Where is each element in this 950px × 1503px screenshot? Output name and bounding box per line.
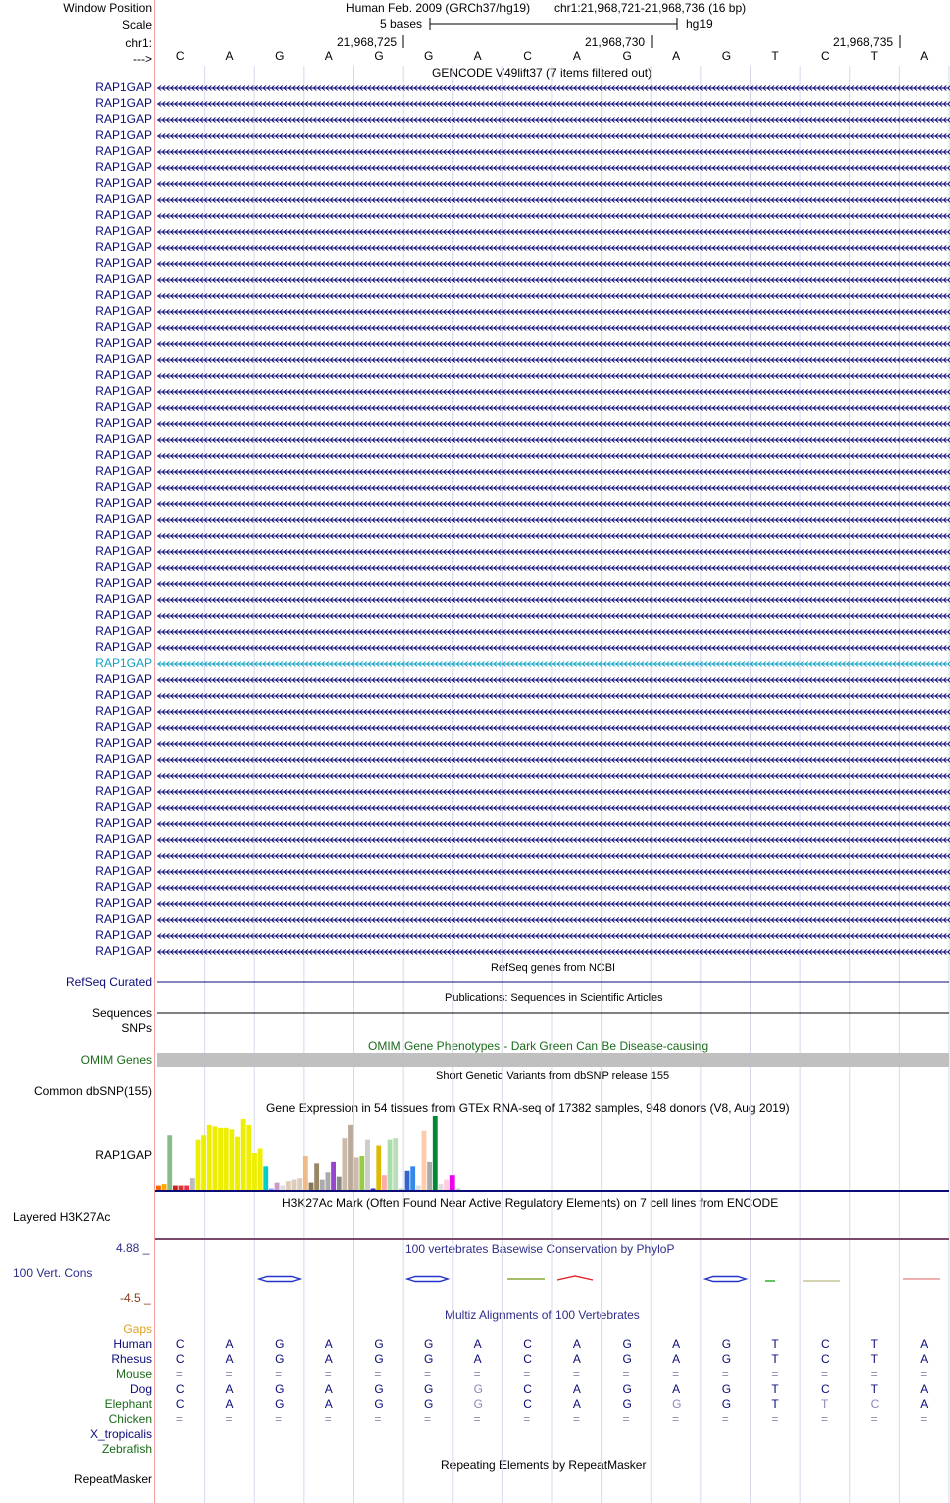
window-position-label: Window Position	[63, 1, 152, 15]
alignment-base: A	[324, 1352, 333, 1366]
omim-band	[157, 1053, 949, 1067]
gtex-bar	[359, 1156, 364, 1190]
alignment-base: T	[870, 1382, 878, 1396]
gtex-bar	[229, 1129, 234, 1190]
alignment-base: G	[374, 1382, 384, 1396]
alignment-base: =	[225, 1412, 233, 1426]
alignment-base: A	[572, 1337, 581, 1351]
repeatmasker-title: Repeating Elements by RepeatMasker	[441, 1458, 647, 1472]
alignment-base: A	[920, 1397, 929, 1411]
alignment-base: G	[275, 1337, 285, 1351]
base-letter: A	[572, 49, 581, 63]
gtex-bar	[252, 1153, 257, 1190]
alignment-base: C	[523, 1337, 532, 1351]
gtex-bar	[450, 1175, 455, 1190]
alignment-base: T	[771, 1397, 779, 1411]
alignment-base: G	[622, 1337, 632, 1351]
alignment-base: G	[423, 1352, 434, 1366]
gene-label[interactable]: RAP1GAP	[95, 192, 152, 206]
gtex-bar	[167, 1135, 172, 1190]
phylop-glyph	[407, 1277, 448, 1282]
alignment-base: =	[324, 1367, 332, 1381]
gene-label[interactable]: RAP1GAP	[95, 784, 152, 798]
gene-label[interactable]: RAP1GAP	[95, 480, 152, 494]
gtex-label[interactable]: RAP1GAP	[95, 1148, 152, 1162]
dbsnp-label[interactable]: Common dbSNP(155)	[33, 1084, 152, 1098]
gene-label[interactable]: RAP1GAP	[95, 240, 152, 254]
gtex-bar	[303, 1156, 308, 1190]
alignment-base: T	[771, 1337, 779, 1351]
alignment-base: A	[225, 1352, 234, 1366]
alignment-base: C	[523, 1397, 532, 1411]
gene-label[interactable]: RAP1GAP	[95, 384, 152, 398]
gene-label[interactable]: RAP1GAP	[95, 672, 152, 686]
phylop-title: 100 vertebrates Basewise Conservation by PhyloP	[405, 1242, 675, 1256]
gtex-bar	[207, 1125, 212, 1190]
gtex-bar	[388, 1140, 393, 1190]
gtex-title: Gene Expression in 54 tissues from GTEx RNA-seq of 17382 samples, 948 donors (V8, Aug 2019)	[266, 1101, 790, 1115]
alignment-base: =	[721, 1412, 729, 1426]
alignment-base: A	[324, 1337, 333, 1351]
alignment-base: A	[672, 1382, 681, 1396]
gtex-bar	[416, 1186, 421, 1190]
alignment-base: G	[473, 1382, 483, 1396]
alignment-base: C	[175, 1397, 185, 1411]
gtex-bar	[269, 1189, 274, 1190]
base-letter: T	[870, 49, 878, 63]
alignment-base: C	[175, 1382, 185, 1396]
alignment-base: =	[672, 1367, 680, 1381]
alignment-base: =	[672, 1412, 680, 1426]
alignment-base: =	[820, 1367, 828, 1381]
species-label[interactable]: Chicken	[108, 1412, 152, 1426]
alignment-base: =	[423, 1367, 431, 1381]
alignment-base: C	[523, 1352, 532, 1366]
gene-label[interactable]: RAP1GAP	[95, 304, 152, 318]
gtex-bar	[179, 1186, 184, 1190]
gene-label[interactable]: RAP1GAP	[95, 448, 152, 462]
scale-label: Scale	[121, 18, 152, 32]
phylop-label[interactable]: 100 Vert. Cons	[13, 1266, 93, 1280]
base-letter: A	[324, 49, 333, 63]
alignment-base: A	[473, 1337, 482, 1351]
gene-label[interactable]: RAP1GAP	[95, 128, 152, 142]
gtex-bar	[241, 1119, 246, 1190]
alignment-base: =	[771, 1367, 779, 1381]
strand-label: --->	[133, 52, 152, 66]
alignment-base: =	[473, 1412, 481, 1426]
alignment-base: C	[175, 1337, 185, 1351]
gene-label[interactable]: RAP1GAP	[95, 176, 152, 190]
gtex-bar	[280, 1186, 285, 1190]
gtex-bar	[246, 1125, 251, 1190]
alignment-base: A	[225, 1382, 234, 1396]
gtex-bar	[371, 1189, 376, 1190]
gtex-bar	[410, 1166, 415, 1190]
gtex-bar	[422, 1131, 427, 1190]
gtex-bar	[263, 1166, 268, 1190]
gtex-bar	[331, 1162, 336, 1190]
alignment-base: G	[275, 1382, 285, 1396]
gene-label[interactable]: RAP1GAP	[95, 224, 152, 238]
gtex-bar	[196, 1140, 201, 1190]
alignment-base: G	[423, 1397, 434, 1411]
gene-label[interactable]: RAP1GAP	[95, 368, 152, 382]
base-letter: C	[820, 49, 830, 63]
tick-label-2: 21,968,730	[585, 35, 646, 49]
gtex-bar	[320, 1180, 325, 1190]
alignment-base: =	[275, 1367, 283, 1381]
gtex-bar	[427, 1162, 432, 1190]
alignment-base: G	[423, 1382, 434, 1396]
gtex-bar	[286, 1181, 291, 1190]
gtex-bar	[337, 1177, 342, 1190]
gene-label[interactable]: RAP1GAP	[95, 560, 152, 574]
chrom-label: chr1:	[125, 36, 152, 50]
base-letter: C	[175, 49, 185, 63]
refseq-title: RefSeq genes from NCBI	[491, 962, 616, 974]
alignment-base: =	[622, 1367, 630, 1381]
gene-label[interactable]: RAP1GAP	[95, 400, 152, 414]
alignment-base: A	[572, 1382, 581, 1396]
alignment-base: A	[572, 1352, 581, 1366]
alignment-base: C	[820, 1382, 830, 1396]
gene-label[interactable]: RAP1GAP	[95, 96, 152, 110]
base-letter: A	[672, 49, 681, 63]
gene-label[interactable]: RAP1GAP	[95, 704, 152, 718]
pubs-title: Publications: Sequences in Scientific Articles	[445, 992, 663, 1004]
alignment-base: =	[870, 1367, 878, 1381]
gtex-bar	[292, 1180, 297, 1190]
gtex-bar	[156, 1186, 161, 1190]
alignment-base: G	[721, 1352, 732, 1366]
dbsnp-title: Short Genetic Variants from dbSNP release 155	[436, 1070, 670, 1082]
base-letter: T	[771, 49, 779, 63]
gtex-bar	[213, 1126, 218, 1190]
alignment-base: G	[374, 1352, 384, 1366]
alignment-base: G	[423, 1337, 434, 1351]
alignment-base: =	[771, 1412, 779, 1426]
phylop-max: 4.88 _	[116, 1241, 150, 1255]
alignment-base: =	[523, 1367, 531, 1381]
species-label[interactable]: Mouse	[115, 1367, 152, 1381]
base-letter: G	[423, 49, 434, 63]
alignment-base: =	[870, 1412, 878, 1426]
gene-label[interactable]: RAP1GAP	[95, 608, 152, 622]
assembly-label: Human Feb. 2009 (GRCh37/hg19)	[346, 1, 531, 15]
gtex-bar	[354, 1157, 359, 1190]
alignment-base: A	[225, 1397, 234, 1411]
gtex-bar	[162, 1184, 167, 1190]
gene-label[interactable]: RAP1GAP	[95, 592, 152, 606]
alignment-base: G	[672, 1397, 682, 1411]
gtex-bar	[326, 1172, 331, 1190]
alignment-base: C	[523, 1382, 532, 1396]
gene-label[interactable]: RAP1GAP	[95, 816, 152, 830]
alignment-base: =	[324, 1412, 332, 1426]
alignment-base: A	[920, 1352, 929, 1366]
alignment-base: G	[275, 1352, 285, 1366]
gene-label[interactable]: RAP1GAP	[95, 544, 152, 558]
base-letter: C	[523, 49, 532, 63]
base-letter: A	[473, 49, 482, 63]
gene-label[interactable]: RAP1GAP	[95, 80, 152, 94]
gaps-label: Gaps	[123, 1322, 152, 1336]
gene-label[interactable]: RAP1GAP	[95, 848, 152, 862]
gtex-bar	[314, 1163, 319, 1190]
gene-label[interactable]: RAP1GAP	[95, 688, 152, 702]
omim-label[interactable]: OMIM Genes	[80, 1053, 152, 1067]
gtex-bar	[405, 1171, 410, 1190]
alignment-base: G	[721, 1397, 732, 1411]
species-label[interactable]: Human	[113, 1337, 152, 1351]
alignment-base: =	[622, 1412, 630, 1426]
gtex-bar	[376, 1146, 381, 1190]
gtex-bar	[218, 1128, 223, 1190]
base-letter: G	[622, 49, 632, 63]
gtex-bar	[275, 1183, 280, 1190]
gene-label[interactable]: RAP1GAP	[95, 576, 152, 590]
gtex-bar	[433, 1116, 438, 1190]
gtex-bar	[190, 1178, 195, 1190]
gtex-bar	[201, 1135, 206, 1190]
alignment-base: C	[870, 1397, 880, 1411]
alignment-base: G	[721, 1337, 732, 1351]
gene-label[interactable]: RAP1GAP	[95, 144, 152, 158]
gtex-bar	[342, 1138, 347, 1190]
alignment-base: T	[771, 1382, 779, 1396]
gtex-bar	[258, 1149, 263, 1190]
gene-label[interactable]: RAP1GAP	[95, 432, 152, 446]
phylop-glyph	[705, 1277, 746, 1282]
alignment-base: A	[473, 1352, 482, 1366]
alignment-base: =	[721, 1367, 729, 1381]
alignment-base: A	[324, 1397, 333, 1411]
base-letter: G	[374, 49, 384, 63]
alignment-base: A	[920, 1337, 929, 1351]
alignment-base: =	[523, 1412, 531, 1426]
alignment-base: T	[870, 1352, 878, 1366]
alignment-base: =	[572, 1412, 580, 1426]
gtex-bar	[393, 1138, 398, 1190]
alignment-base: A	[672, 1337, 681, 1351]
gene-label[interactable]: RAP1GAP	[95, 800, 152, 814]
alignment-base: G	[622, 1397, 632, 1411]
tick-label-1: 21,968,725	[337, 35, 398, 49]
gene-label[interactable]: RAP1GAP	[95, 944, 152, 958]
alignment-base: G	[275, 1397, 285, 1411]
alignment-base: =	[275, 1412, 283, 1426]
alignment-base: =	[820, 1412, 828, 1426]
gtex-bar	[235, 1137, 240, 1190]
h3k27ac-title: H3K27Ac Mark (Often Found Near Active Regulatory Elements) on 7 cell lines from ENCODE	[282, 1196, 779, 1210]
base-letter: A	[920, 49, 929, 63]
gtex-bar	[173, 1186, 178, 1190]
gtex-bar	[348, 1125, 353, 1190]
alignment-base: G	[374, 1337, 384, 1351]
alignment-base: =	[374, 1367, 382, 1381]
snps-label[interactable]: SNPs	[121, 1021, 152, 1035]
alignment-base: C	[175, 1352, 185, 1366]
alignment-base: =	[423, 1412, 431, 1426]
multiz-title: Multiz Alignments of 100 Vertebrates	[445, 1308, 640, 1322]
alignment-base: A	[225, 1337, 234, 1351]
alignment-base: =	[473, 1367, 481, 1381]
gtex-bar	[297, 1178, 302, 1190]
base-letter: A	[225, 49, 234, 63]
alignment-base: G	[721, 1382, 732, 1396]
scale-text: 5 bases	[380, 17, 423, 31]
species-label[interactable]: Elephant	[104, 1397, 152, 1411]
omim-title: OMIM Gene Phenotypes - Dark Green Can Be Disease-causing	[368, 1039, 709, 1053]
tick-label-3: 21,968,735	[833, 35, 894, 49]
alignment-base: A	[920, 1382, 929, 1396]
gene-label[interactable]: RAP1GAP	[95, 160, 152, 174]
alignment-base: G	[622, 1352, 632, 1366]
gene-label[interactable]: RAP1GAP	[95, 880, 152, 894]
gene-label[interactable]: RAP1GAP	[95, 896, 152, 910]
gene-label[interactable]: RAP1GAP	[95, 864, 152, 878]
alignment-base: A	[572, 1397, 581, 1411]
gene-label[interactable]: RAP1GAP	[95, 624, 152, 638]
alignment-base: =	[175, 1412, 183, 1426]
pubs-label[interactable]: Sequences	[91, 1006, 152, 1020]
gene-label[interactable]: RAP1GAP	[95, 912, 152, 926]
alignment-base: =	[920, 1367, 928, 1381]
gene-label[interactable]: RAP1GAP	[95, 272, 152, 286]
gtex-bar	[365, 1140, 370, 1190]
alignment-base: =	[175, 1367, 183, 1381]
position-label: chr1:21,968,721-21,968,736 (16 bp)	[554, 1, 747, 15]
alignment-base: =	[572, 1367, 580, 1381]
gtex-bar	[224, 1128, 229, 1190]
species-label[interactable]: X_tropicalis	[89, 1427, 152, 1441]
gene-label[interactable]: RAP1GAP	[95, 336, 152, 350]
alignment-base: G	[622, 1382, 632, 1396]
base-letter: G	[721, 49, 732, 63]
gene-label[interactable]: RAP1GAP	[95, 640, 152, 654]
alignment-base: G	[473, 1397, 483, 1411]
gene-label[interactable]: RAP1GAP	[95, 112, 152, 126]
gene-label[interactable]: RAP1GAP	[95, 768, 152, 782]
repeatmasker-label[interactable]: RepeatMasker	[73, 1472, 152, 1486]
species-label[interactable]: Rhesus	[111, 1352, 152, 1366]
alignment-base: A	[324, 1382, 333, 1396]
alignment-base: =	[374, 1412, 382, 1426]
alignment-base: T	[820, 1397, 829, 1411]
gene-label[interactable]: RAP1GAP	[95, 720, 152, 734]
h3k27ac-label[interactable]: Layered H3K27Ac	[13, 1210, 111, 1224]
alignment-base: =	[920, 1412, 928, 1426]
alignment-base: A	[672, 1352, 681, 1366]
gene-label[interactable]: RAP1GAP	[95, 352, 152, 366]
gtex-bar	[439, 1184, 444, 1190]
gene-label[interactable]: RAP1GAP	[95, 832, 152, 846]
gene-label[interactable]: RAP1GAP	[95, 496, 152, 510]
gtex-bar	[382, 1175, 387, 1190]
gene-label[interactable]: RAP1GAP	[95, 528, 152, 542]
gtex-bar	[309, 1183, 314, 1190]
alignment-base: T	[870, 1337, 878, 1351]
gene-label[interactable]: RAP1GAP	[95, 208, 152, 222]
gene-label[interactable]: RAP1GAP	[95, 320, 152, 334]
refseq-label[interactable]: RefSeq Curated	[65, 975, 152, 989]
gene-label[interactable]: RAP1GAP	[95, 752, 152, 766]
alignment-base: C	[820, 1337, 830, 1351]
alignment-base: C	[820, 1352, 830, 1366]
phylop-glyph	[557, 1276, 593, 1280]
gtex-bar	[444, 1180, 449, 1190]
gene-label[interactable]: RAP1GAP	[95, 464, 152, 478]
gene-label[interactable]: RAP1GAP	[95, 288, 152, 302]
alignment-base: G	[374, 1397, 384, 1411]
gene-label[interactable]: RAP1GAP	[95, 736, 152, 750]
phylop-glyph	[259, 1277, 300, 1282]
gene-label[interactable]: RAP1GAP	[95, 416, 152, 430]
species-label[interactable]: Zebrafish	[101, 1442, 152, 1456]
gene-label[interactable]: RAP1GAP	[95, 928, 152, 942]
gene-label[interactable]: RAP1GAP	[95, 656, 152, 670]
gene-label[interactable]: RAP1GAP	[95, 256, 152, 270]
gencode-title: GENCODE V49lift37 (7 items filtered out)	[432, 66, 653, 80]
alignment-base: T	[771, 1352, 779, 1366]
base-letter: G	[275, 49, 285, 63]
alignment-base: =	[225, 1367, 233, 1381]
scale-db: hg19	[686, 17, 713, 31]
gtex-bar	[184, 1186, 189, 1190]
gtex-bar	[455, 1189, 460, 1190]
phylop-min: -4.5 _	[120, 1291, 151, 1305]
gtex-bar	[399, 1189, 404, 1190]
species-label[interactable]: Dog	[129, 1382, 152, 1396]
gene-label[interactable]: RAP1GAP	[95, 512, 152, 526]
